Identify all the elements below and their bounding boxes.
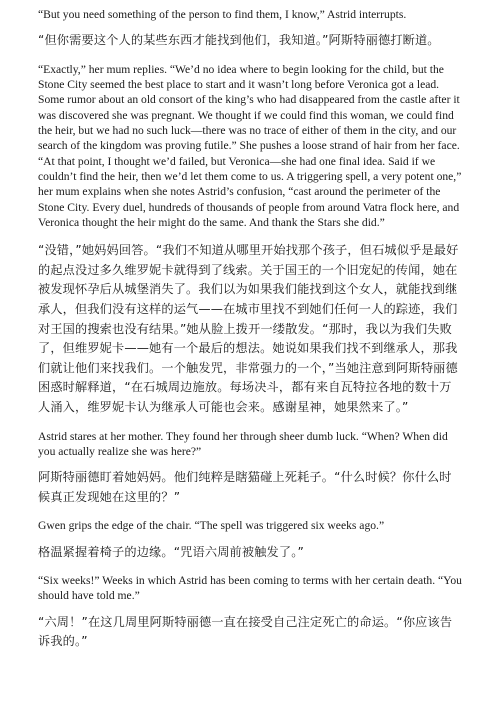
paragraph-zh-3: 阿斯特丽德盯着她妈妈。他们纯粹是瞎猫碰上死耗子。“什么时候？你什么时候真正发现她在这里的？”	[38, 470, 452, 504]
paragraph-zh-1: “但你需要这个人的某些东西才能找到他们，我知道。”阿斯特丽德打断道。	[38, 33, 440, 48]
paragraph-en-2: “Exactly,” her mum replies. “We’d no idea where to begin looking for the child, but the Stone City seemed the best place to start and it wasn’t long before Veronica got a lead. Some rumor about an old consort of the king’s who had disappeared from the castle after it was discovered she was pregnant. We thought if we could find this woman, we could find the heir, but we had no such luck—there was no trace of either of them in the city, and our search of the kingdom was proving futile.” She pushes a loose strand of hair from her face. “At that point, I thought we’d failed, but Veronica—she had one final idea. Said if we couldn’t find the heir, then we’d let them come to us. A triggering spell, a very potent one,” her mum explains when she notes Astrid’s confusion, “cast around the perimeter of the Stone City. Every duel, hundreds of thousands of people from around Vatra flock here, and Veronica thought the heir might do the same. And thank the Stars she did.”	[38, 62, 462, 229]
paragraph-zh-2: “没错，”她妈妈回答。“我们不知道从哪里开始找那个孩子，但石城似乎是最好的起点没过多久维罗妮卡就得到了线索。关于国王的一个旧宠妃的传闻，她在被发现怀孕后从城堡消失了。我们以为如果我们能找到这个女人，就能找到继承人，但我们没有这样的运气——在城市里找不到她们任何一人的踪迹，我们对王国的搜索也没有结果。”她从脸上拨开一缕散发。“那时，我以为我们失败了，但维罗妮卡——她有一个最后的想法。她说如果我们找不到继承人，那我们就让他们来找我们。一个触发咒，非常强力的一个，”当她注意到阿斯特丽德困惑时解释道，“在石城周边施放。每场决斗，都有来自瓦特拉各地的数十万人涌入，维罗妮卡认为继承人可能也会来。感谢星神，她果然来了。”	[38, 243, 459, 414]
paragraph-en-3: Astrid stares at her mother. They found her through sheer dumb luck. “When? When did you actually realize she was here?”	[38, 429, 448, 458]
paragraph-en-5: “Six weeks!” Weeks in which Astrid has been coming to terms with her certain death. “You should have told me.”	[38, 574, 462, 603]
paragraph-zh-5: “六周！”在这几周里阿斯特丽德一直在接受自己注定死亡的命运。“你应该告诉我的。”	[38, 614, 453, 649]
paragraph-en-4: Gwen grips the edge of the chair. “The spell was triggered six weeks ago.”	[38, 519, 385, 533]
paragraph-en-1: “But you need something of the person to find them, I know,” Astrid interrupts.	[38, 8, 407, 21]
paragraph-zh-4: 格温紧握着椅子的边缘。“咒语六周前被触发了。”	[38, 544, 304, 559]
